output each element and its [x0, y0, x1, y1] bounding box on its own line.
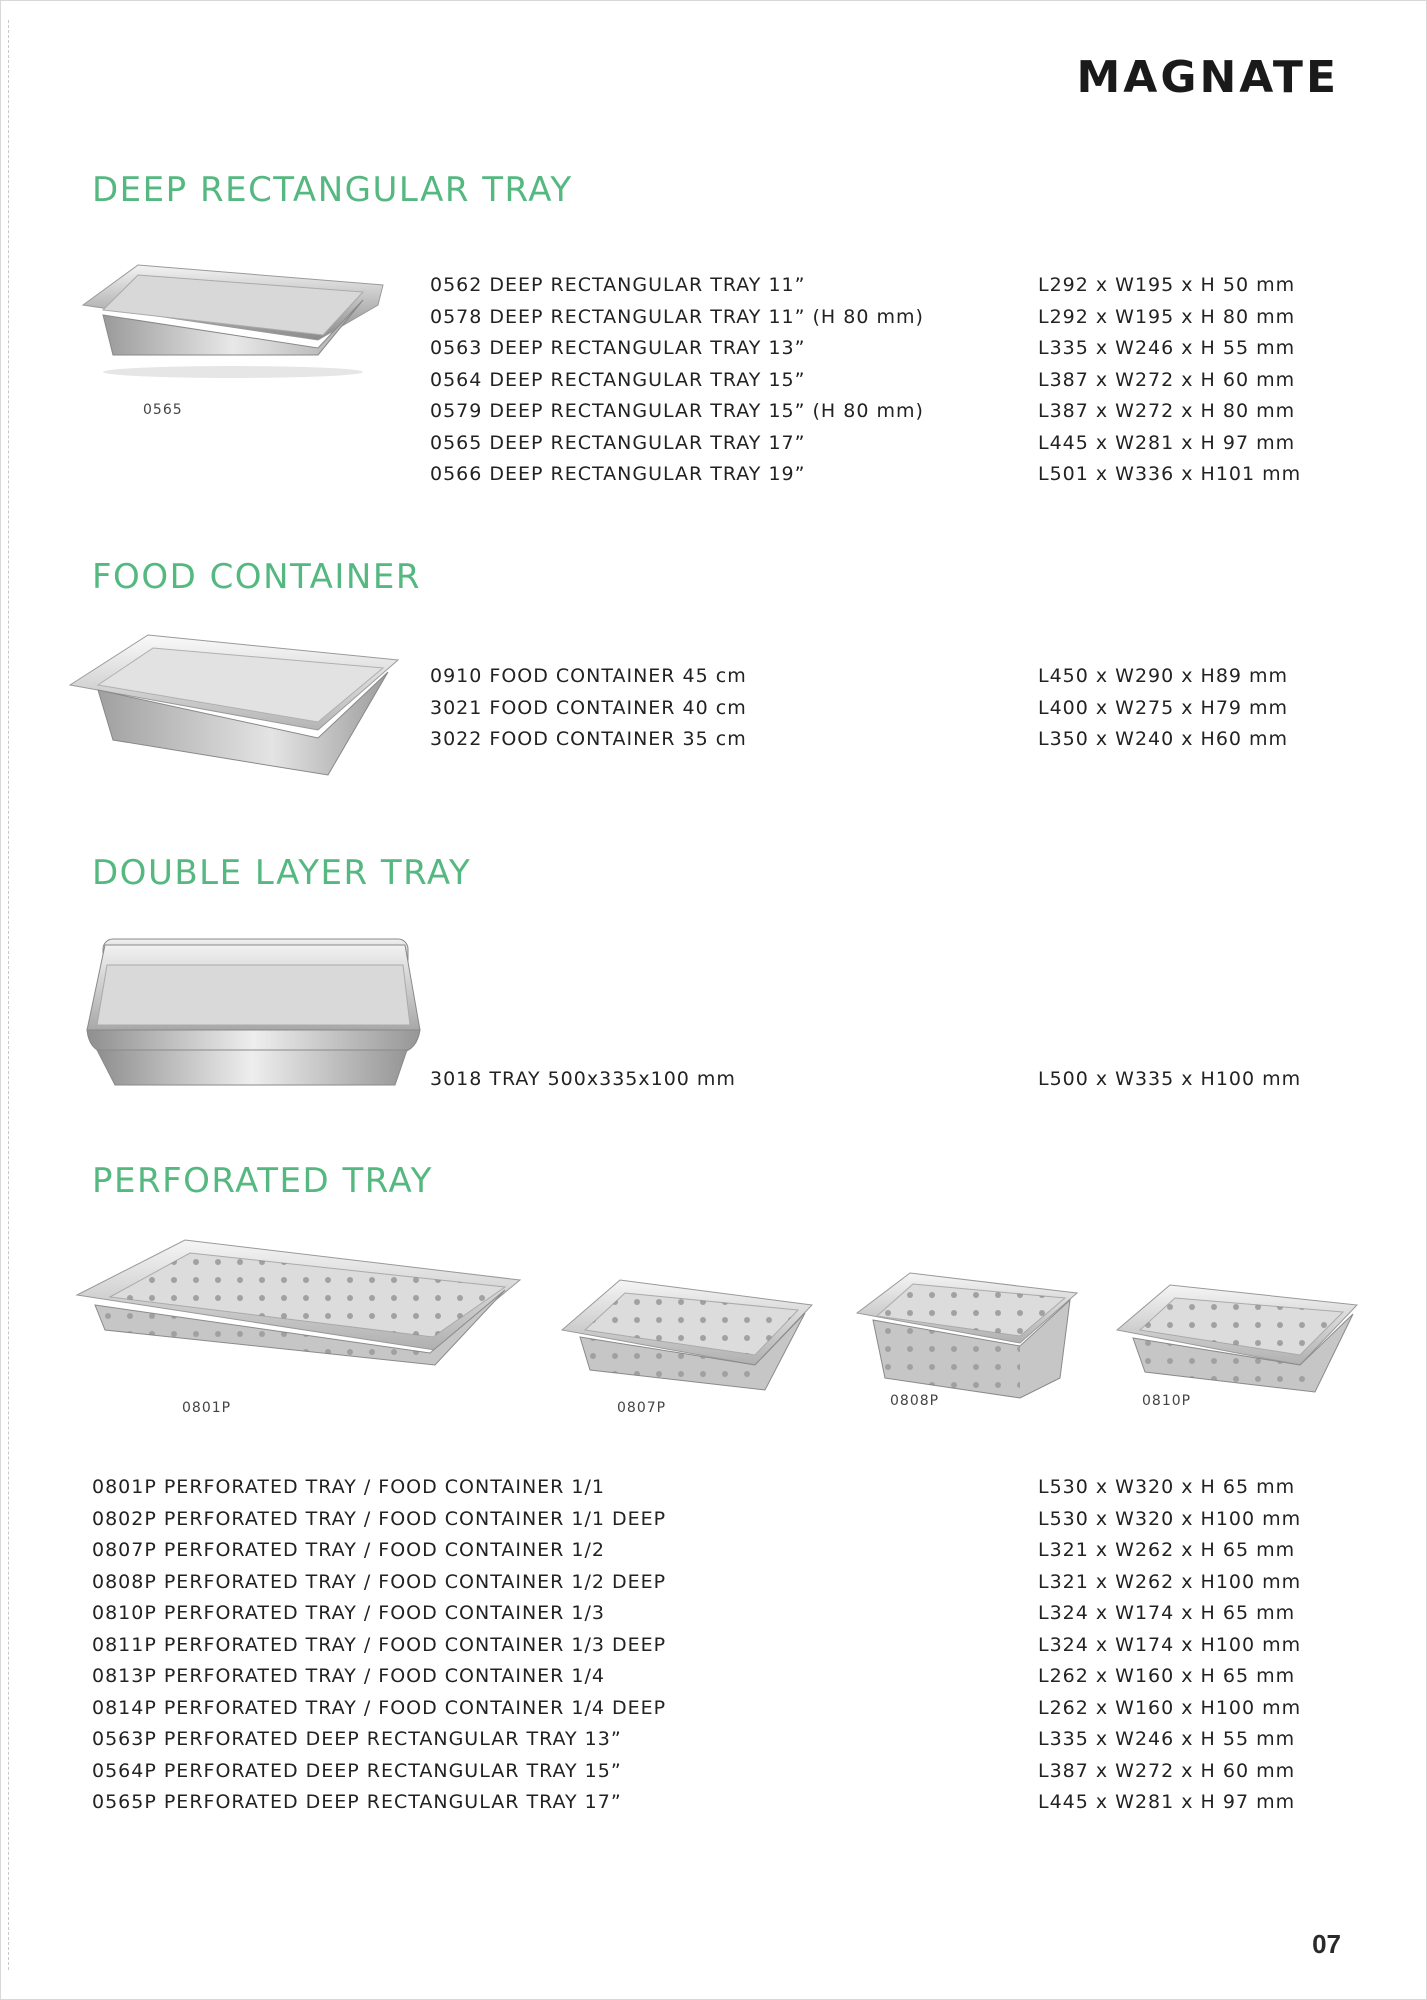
- spec-row: [430, 724, 1350, 756]
- product-dimensions: L400 x W275 x H79 mm: [1038, 696, 1289, 719]
- spec-row: [430, 1064, 1350, 1096]
- product-dimensions: L324 x W174 x H100 mm: [1038, 1633, 1302, 1656]
- product-dimensions: L445 x W281 x H 97 mm: [1038, 431, 1296, 454]
- product-dimensions: L387 x W272 x H 60 mm: [1038, 368, 1296, 391]
- brand-logo: MAGNATE: [1076, 52, 1339, 103]
- perforated-image-caption-0807p: 0807P: [617, 1400, 667, 1416]
- perforated-tray-0810p-image: [1115, 1280, 1360, 1400]
- section-title-food-container: FOOD CONTAINER: [92, 557, 421, 597]
- product-name: 0801P PERFORATED TRAY / FOOD CONTAINER 1/1: [92, 1476, 605, 1498]
- spec-row: [92, 1504, 1352, 1536]
- product-dimensions: L501 x W336 x H101 mm: [1038, 463, 1302, 485]
- product-dimensions: L292 x W195 x H 50 mm: [1038, 274, 1296, 296]
- product-dimensions: L530 x W320 x H 65 mm: [1038, 1476, 1296, 1498]
- product-name: 3022 FOOD CONTAINER 35 cm: [430, 728, 747, 750]
- page-number: 07: [1312, 1929, 1341, 1959]
- product-name: 0564P PERFORATED DEEP RECTANGULAR TRAY 15”: [92, 1759, 622, 1782]
- product-name: 3021 FOOD CONTAINER 40 cm: [430, 696, 747, 719]
- double-layer-spec-list: [430, 1064, 1350, 1096]
- product-dimensions: L335 x W246 x H 55 mm: [1038, 1728, 1296, 1750]
- product-dimensions: L292 x W195 x H 80 mm: [1038, 305, 1296, 328]
- product-dimensions: L530 x W320 x H100 mm: [1038, 1507, 1302, 1530]
- product-name: 0810P PERFORATED TRAY / FOOD CONTAINER 1/3: [92, 1602, 605, 1624]
- section-title-perforated: PERFORATED TRAY: [92, 1161, 433, 1201]
- section-title-deep-tray: DEEP RECTANGULAR TRAY: [92, 170, 573, 210]
- product-dimensions: L350 x W240 x H60 mm: [1038, 728, 1289, 750]
- perforated-image-caption-0801p: 0801P: [182, 1400, 232, 1416]
- deep-tray-image: [78, 260, 388, 380]
- perforated-image-caption-0810p: 0810P: [1142, 1393, 1192, 1409]
- spec-row: [430, 693, 1350, 725]
- perforated-tray-0807p-image: [560, 1275, 815, 1395]
- product-name: 0811P PERFORATED TRAY / FOOD CONTAINER 1/3 DEEP: [92, 1633, 667, 1656]
- spec-row: [92, 1787, 1352, 1819]
- product-name: 0802P PERFORATED TRAY / FOOD CONTAINER 1/1 DEEP: [92, 1507, 667, 1530]
- spec-row: [430, 270, 1350, 302]
- deep-tray-spec-list: [430, 270, 1350, 491]
- spec-row: [92, 1535, 1352, 1567]
- perforated-tray-0808p-image: [855, 1268, 1080, 1403]
- spec-row: [92, 1472, 1352, 1504]
- spec-row: [430, 365, 1350, 397]
- product-dimensions: L387 x W272 x H 60 mm: [1038, 1759, 1296, 1782]
- spec-row: [430, 459, 1350, 491]
- spec-row: [92, 1756, 1352, 1788]
- product-name: 0565P PERFORATED DEEP RECTANGULAR TRAY 17”: [92, 1791, 622, 1813]
- product-dimensions: L321 x W262 x H 65 mm: [1038, 1539, 1296, 1561]
- product-name: 0910 FOOD CONTAINER 45 cm: [430, 665, 747, 687]
- product-dimensions: L335 x W246 x H 55 mm: [1038, 337, 1296, 359]
- double-layer-tray-image: [85, 935, 425, 1095]
- product-dimensions: L450 x W290 x H89 mm: [1038, 665, 1289, 687]
- product-name: 0565 DEEP RECTANGULAR TRAY 17”: [430, 431, 806, 454]
- product-name: 0566 DEEP RECTANGULAR TRAY 19”: [430, 463, 806, 485]
- spec-row: [430, 333, 1350, 365]
- product-name: 0578 DEEP RECTANGULAR TRAY 11” (H 80 mm): [430, 305, 924, 328]
- product-dimensions: L262 x W160 x H100 mm: [1038, 1696, 1302, 1719]
- food-container-image: [68, 630, 408, 780]
- product-dimensions: L445 x W281 x H 97 mm: [1038, 1791, 1296, 1813]
- product-name: 0814P PERFORATED TRAY / FOOD CONTAINER 1/4 DEEP: [92, 1696, 667, 1719]
- section-title-double-layer: DOUBLE LAYER TRAY: [92, 853, 472, 893]
- product-dimensions: L387 x W272 x H 80 mm: [1038, 400, 1296, 422]
- spec-row: [430, 661, 1350, 693]
- product-dimensions: L262 x W160 x H 65 mm: [1038, 1665, 1296, 1687]
- product-dimensions: L324 x W174 x H 65 mm: [1038, 1602, 1296, 1624]
- perforated-image-caption-0808p: 0808P: [890, 1393, 940, 1409]
- spec-row: [92, 1693, 1352, 1725]
- spec-row: [92, 1567, 1352, 1599]
- spec-row: [92, 1661, 1352, 1693]
- product-name: 0807P PERFORATED TRAY / FOOD CONTAINER 1/2: [92, 1539, 605, 1561]
- spec-row: [430, 302, 1350, 334]
- product-name: 0563P PERFORATED DEEP RECTANGULAR TRAY 13”: [92, 1728, 622, 1750]
- spec-row: [430, 428, 1350, 460]
- product-name: 0564 DEEP RECTANGULAR TRAY 15”: [430, 368, 806, 391]
- product-name: 3018 TRAY 500x335x100 mm: [430, 1068, 736, 1090]
- product-dimensions: L500 x W335 x H100 mm: [1038, 1068, 1302, 1090]
- product-name: 0808P PERFORATED TRAY / FOOD CONTAINER 1/2 DEEP: [92, 1570, 667, 1593]
- perforated-tray-0801p-image: [75, 1235, 525, 1370]
- cut-line: [8, 20, 9, 1970]
- spec-row: [92, 1724, 1352, 1756]
- product-dimensions: L321 x W262 x H100 mm: [1038, 1570, 1302, 1593]
- product-name: 0563 DEEP RECTANGULAR TRAY 13”: [430, 337, 806, 359]
- spec-row: [92, 1630, 1352, 1662]
- spec-row: [92, 1598, 1352, 1630]
- product-name: 0579 DEEP RECTANGULAR TRAY 15” (H 80 mm): [430, 400, 924, 422]
- product-name: 0813P PERFORATED TRAY / FOOD CONTAINER 1/4: [92, 1665, 605, 1687]
- spec-row: [430, 396, 1350, 428]
- product-name: 0562 DEEP RECTANGULAR TRAY 11”: [430, 274, 806, 296]
- perforated-spec-list: [92, 1472, 1352, 1819]
- food-container-spec-list: [430, 661, 1350, 756]
- deep-tray-image-caption: 0565: [143, 402, 183, 418]
